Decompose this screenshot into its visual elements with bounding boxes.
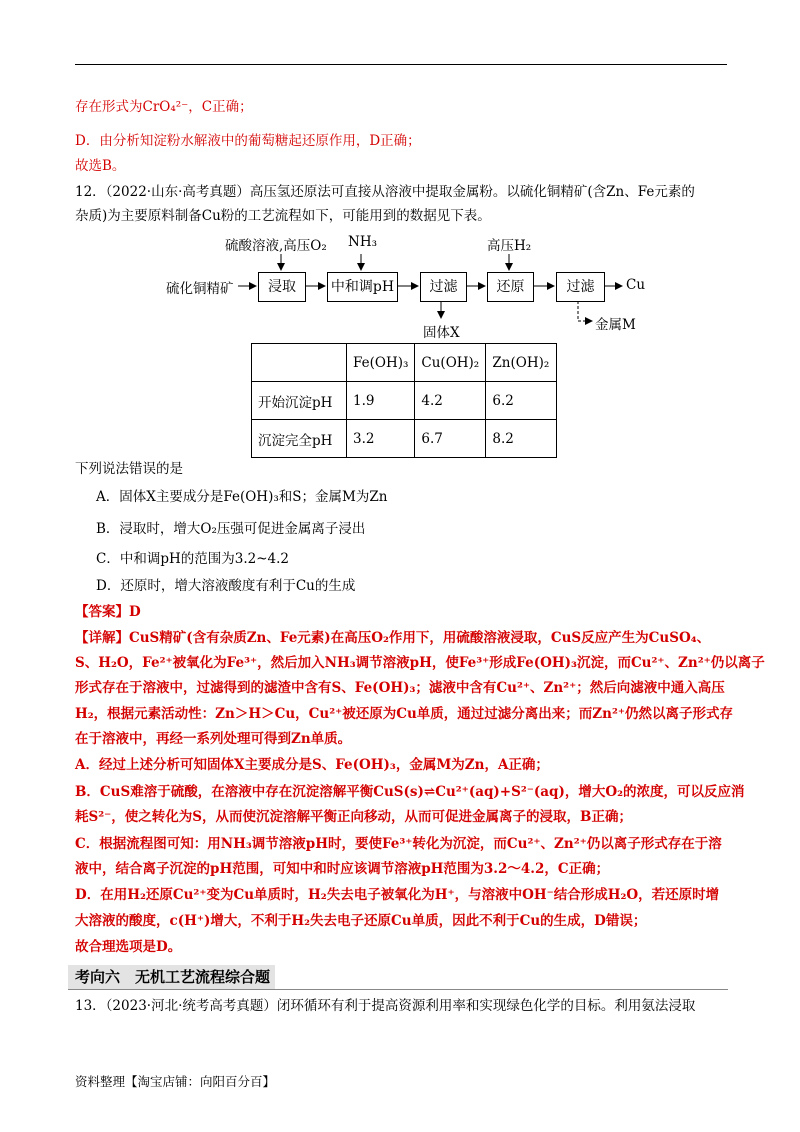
- detail-line: S、H₂O，Fe²⁺被氧化为Fe³⁺，然后加入NH₃调节溶液pH，使Fe³⁺形成Fe(OH)₃沉淀，而Cu²⁺、Zn²⁺仍以离子: [75, 655, 765, 671]
- option-c: C．中和调pH的范围为3.2~4.2: [96, 551, 289, 567]
- option-b: B．浸取时，增大O₂压强可促进金属离子浸出: [96, 521, 366, 537]
- table-cell: 8.2: [486, 420, 557, 458]
- option-a: A．固体X主要成分是Fe(OH)₃和S；金属M为Zn: [96, 489, 388, 505]
- table-row: [252, 420, 557, 458]
- table-header-cell: [252, 344, 347, 382]
- flow-step-filter-2: 过滤: [556, 272, 605, 302]
- detail-line: H₂，根据元素活动性：Zn＞H＞Cu，Cu²⁺被还原为Cu单质，通过过滤分离出来；而Zn²⁺仍然以离子形式存: [75, 706, 734, 722]
- detail-line: 故合理选项是D。: [75, 939, 182, 955]
- page-footer: 资料整理【淘宝店铺：向阳百分百】: [75, 1074, 276, 1089]
- flow-step-leach: 浸取: [258, 272, 306, 302]
- flow-input-2: NH₃: [348, 234, 377, 250]
- ph-data-table: [251, 343, 557, 458]
- flow-output-metal-m: 金属M: [595, 317, 636, 333]
- detail-line: 耗S²⁻，使之转化为S，从而使沉淀溶解平衡正向移动，从而可促进金属离子的浸取，B正确；: [75, 809, 632, 825]
- detail-line: D．在用H₂还原Cu²⁺变为Cu单质时，H₂失去电子被氧化为H⁺，与溶液中OH⁻结合形成H₂O，若还原时增: [75, 887, 720, 903]
- table-cell: 开始沉淀pH: [252, 382, 347, 420]
- flow-input-1: 硫酸溶液,高压O₂: [225, 238, 327, 254]
- section-rule: [68, 989, 728, 990]
- flow-arrows: [0, 0, 800, 340]
- detail-line: 液中，结合离子沉淀的pH范围，可知中和时应该调节溶液pH范围为3.2～4.2，C正确；: [75, 861, 610, 877]
- flow-output-solid-x: 固体X: [423, 325, 460, 341]
- table-cell: 1.9: [347, 382, 415, 420]
- option-d: D．还原时，增大溶液酸度有利于Cu的生成: [96, 578, 356, 594]
- flow-step-filter-1: 过滤: [420, 272, 467, 302]
- detail-line: 大溶液的酸度，c(H⁺)增大，不利于H₂失去电子还原Cu单质，因此不利于Cu的生成，D错误；: [75, 913, 647, 929]
- detail-line: 【详解】CuS精矿(含有杂质Zn、Fe元素)在高压O₂作用下，用硫酸溶液浸取，CuS反应产生为CuSO₄、: [75, 630, 711, 646]
- table-header-cell: Fe(OH)₃: [347, 344, 415, 382]
- detail-line: 形式存在于溶液中，过滤得到的滤渣中含有S、Fe(OH)₃；滤液中含有Cu²⁺、Zn²⁺；然后向滤液中通入高压: [75, 680, 725, 696]
- table-header-cell: Zn(OH)₂: [486, 344, 557, 382]
- flow-step-reduce: 还原: [487, 272, 534, 302]
- text-line: 存在形式为CrO₄²⁻，C正确；: [75, 99, 253, 115]
- detail-line: C．根据流程图可知：用NH₃调节溶液pH时，要使Fe³⁺转化为沉淀，而Cu²⁺、Zn²⁺仍以离子形式存在于溶: [75, 836, 722, 852]
- question-line: 杂质)为主要原料制备Cu粉的工艺流程如下，可能用到的数据见下表。: [75, 208, 491, 224]
- table-header-cell: Cu(OH)₂: [415, 344, 486, 382]
- table-cell: 3.2: [347, 420, 415, 458]
- detail-line: A．经过上述分析可知固体X主要成分是S、Fe(OH)₃，金属M为Zn，A正确；: [75, 757, 549, 773]
- detail-line: B．CuS难溶于硫酸，在溶液中存在沉淀溶解平衡CuS(s)⇌Cu²⁺(aq)+S²⁻(aq)，增大O₂的浓度，可以反应消: [75, 784, 745, 800]
- question-13-line: 13．（2023·河北·统考高考真题）闭环循环有利于提高资源利用率和实现绿色化学的目标。利用氨法浸取: [75, 998, 696, 1014]
- table-cell: 4.2: [415, 382, 486, 420]
- table-row: [252, 382, 557, 420]
- text-line: D．由分析知淀粉水解液中的葡萄糖起还原作用，D正确；: [75, 133, 421, 149]
- section-heading: 考向六 无机工艺流程综合题: [68, 965, 275, 989]
- table-cell: 6.2: [486, 382, 557, 420]
- question-prompt: 下列说法错误的是: [75, 461, 183, 477]
- text-line: 故选B。: [75, 158, 126, 174]
- flow-input-4: 高压H₂: [487, 238, 532, 254]
- flow-step-neutralize: 中和调pH: [327, 272, 398, 302]
- flow-start-label: 硫化铜精矿: [166, 281, 234, 297]
- flow-end-label: Cu: [626, 277, 646, 293]
- table-header-row: [252, 344, 557, 382]
- table-cell: 沉淀完全pH: [252, 420, 347, 458]
- answer-line: 【答案】D: [75, 604, 141, 620]
- table-cell: 6.7: [415, 420, 486, 458]
- detail-line: 在于溶液中，再经一系列处理可得到Zn单质。: [75, 731, 352, 747]
- question-line: 12．（2022·山东·高考真题）高压氢还原法可直接从溶液中提取金属粉。以硫化铜精矿(含Zn、Fe元素的: [75, 184, 695, 200]
